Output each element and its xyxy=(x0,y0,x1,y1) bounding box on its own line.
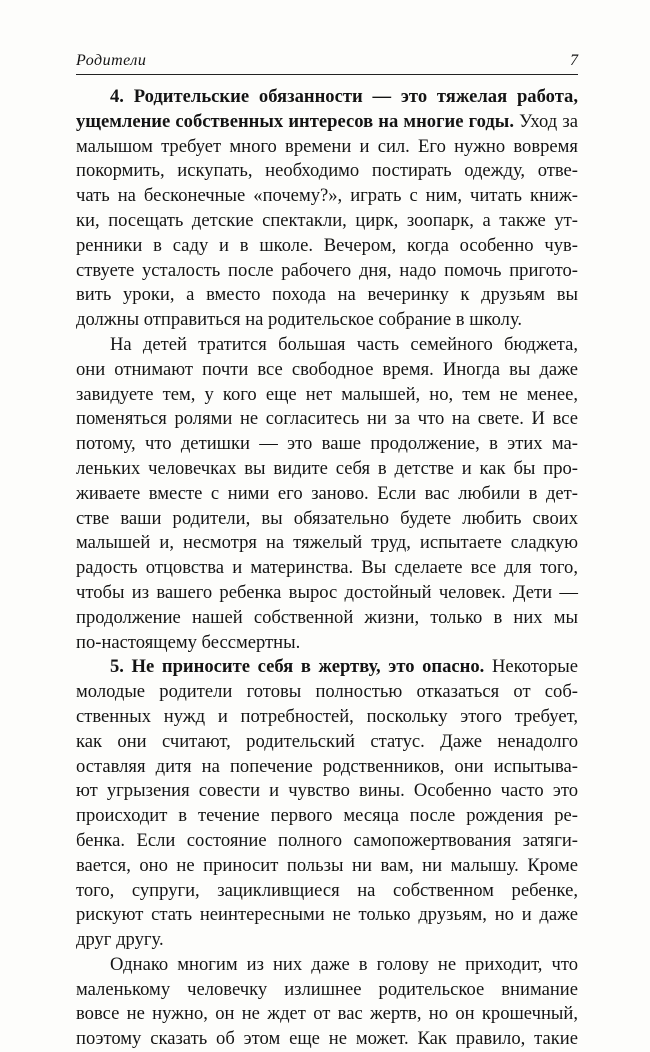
text-line xyxy=(76,110,578,135)
line-text: вается, оно не приносит пользы ни вам, ни малышу. Кроме xyxy=(76,854,578,876)
text-line xyxy=(76,234,578,259)
line-text: продолжение нашей собственной жизни, только в них мы xyxy=(76,606,578,628)
text-line xyxy=(76,383,578,408)
line-text: потому, что детишки — это ваше продолжение, в этих ма- xyxy=(76,433,578,455)
running-header-title: Родители xyxy=(76,52,147,69)
bold-heading-text: 4. Родительские обязанности — это тяжелая работа, xyxy=(110,86,578,107)
line-text: Уход за xyxy=(513,110,578,132)
line-text: живаете вместе с ними его заново. Если вас любили в дет- xyxy=(76,482,578,504)
text-line xyxy=(76,1002,578,1027)
line-text: малышом требует много времени и сил. Его нужно вовремя xyxy=(76,135,578,157)
text-line xyxy=(76,556,578,581)
text-line xyxy=(76,854,578,879)
line-text: как они считают, родительский статус. Даже ненадолго xyxy=(76,730,578,752)
text-line xyxy=(76,581,578,606)
text-line xyxy=(76,507,578,532)
line-text: На детей тратится большая часть семейного бюджета, xyxy=(110,333,578,355)
text-line xyxy=(76,531,578,556)
line-text: по-настоящему бессмертны. xyxy=(76,631,301,653)
running-header xyxy=(76,52,578,75)
text-line xyxy=(76,333,578,358)
line-text: ки, посещать детские спектакли, цирк, зоопарк, а также ут- xyxy=(76,209,578,231)
text-line xyxy=(76,680,578,705)
line-text: ренники в саду и в школе. Вечером, когда особенно чув- xyxy=(76,234,578,256)
text-line xyxy=(76,779,578,804)
text-line xyxy=(76,283,578,308)
text-line xyxy=(76,259,578,284)
bold-heading-text: ущемление собственных интересов на многие годы. xyxy=(76,110,514,132)
line-text: ствуете усталость после рабочего дня, надо помочь пригото- xyxy=(76,259,578,281)
line-text: малышей и, несмотря на тяжелый труд, испытаете сладкую xyxy=(76,532,578,554)
line-text: ют угрызения совести и чувство вины. Особенно часто это xyxy=(76,780,578,802)
line-text: бенка. Если состояние полного самопожертвования затяги- xyxy=(76,829,578,851)
text-line xyxy=(76,308,578,333)
line-text: оставляя дитя на попечение родственников, они испытыва- xyxy=(76,755,578,777)
line-text: покормить, искупать, необходимо постирать одежду, отве- xyxy=(76,160,578,182)
text-line xyxy=(76,879,578,904)
line-text: чать на бесконечные «почему?», играть с ним, читать книж- xyxy=(76,185,578,207)
text-line xyxy=(76,358,578,383)
text-line xyxy=(76,631,578,656)
line-text: завидуете тем, у кого еще нет малышей, но, тем не менее, xyxy=(76,383,578,405)
page-body xyxy=(76,85,578,1052)
line-text: поменяться ролями не согласитесь ни за что на свете. И все xyxy=(76,408,578,430)
text-line xyxy=(76,829,578,854)
line-text: чтобы из вашего ребенка вырос достойный человек. Дети — xyxy=(76,581,578,603)
text-line xyxy=(76,903,578,928)
text-line xyxy=(76,953,578,978)
text-line xyxy=(76,482,578,507)
line-text: Некоторые xyxy=(484,656,578,678)
line-text: должны отправиться на родительское собрание в школу. xyxy=(76,309,523,331)
text-line xyxy=(76,705,578,730)
line-text: поэтому сказать об этом еще не может. Как правило, такие xyxy=(76,1028,578,1050)
text-line xyxy=(76,184,578,209)
text-line xyxy=(76,804,578,829)
line-text: рискуют стать неинтересными не только друзьям, но и даже xyxy=(76,904,578,926)
text-line xyxy=(76,755,578,780)
line-text: молодые родители готовы полностью отказаться от соб- xyxy=(76,681,578,703)
text-line xyxy=(76,730,578,755)
line-text: того, супруги, зацикливщиеся на собственном ребенке, xyxy=(76,879,578,901)
line-text: вовсе не нужно, он не ждет от вас жертв, но он крошечный, xyxy=(76,1003,578,1025)
text-line xyxy=(76,928,578,953)
line-text: стве ваши родители, вы обязательно будете любить своих xyxy=(76,507,578,529)
line-text: маленькому человечку излишнее родительское внимание xyxy=(76,978,578,1000)
text-line xyxy=(76,135,578,160)
line-text: они отнимают почти все свободное время. Иногда вы даже xyxy=(76,358,578,380)
text-line xyxy=(76,432,578,457)
text-line xyxy=(76,85,578,110)
bold-heading-text: 5. Не приносите себя в жертву, это опасно. xyxy=(110,656,485,678)
text-line xyxy=(76,209,578,234)
text-line xyxy=(76,407,578,432)
text-line xyxy=(76,606,578,631)
line-text: леньких человечках вы видите себя в детстве и как бы про- xyxy=(76,457,578,479)
line-text: Однако многим из них даже в голову не приходит, что xyxy=(110,953,578,975)
text-line xyxy=(76,655,578,680)
line-text: друг другу. xyxy=(76,929,164,951)
line-text: радость отцовства и материнства. Вы сделаете все для того, xyxy=(76,557,578,579)
line-text: ственных нужд и потребностей, поскольку этого требует, xyxy=(76,705,578,727)
text-line xyxy=(76,457,578,482)
text-line xyxy=(76,1027,578,1052)
line-text: происходит в течение первого месяца после рождения ре- xyxy=(76,805,578,827)
page-number: 7 xyxy=(570,52,578,69)
text-line xyxy=(76,978,578,1003)
text-line xyxy=(76,159,578,184)
line-text: вить уроки, а вместо похода на вечеринку к друзьям вы xyxy=(76,284,578,306)
